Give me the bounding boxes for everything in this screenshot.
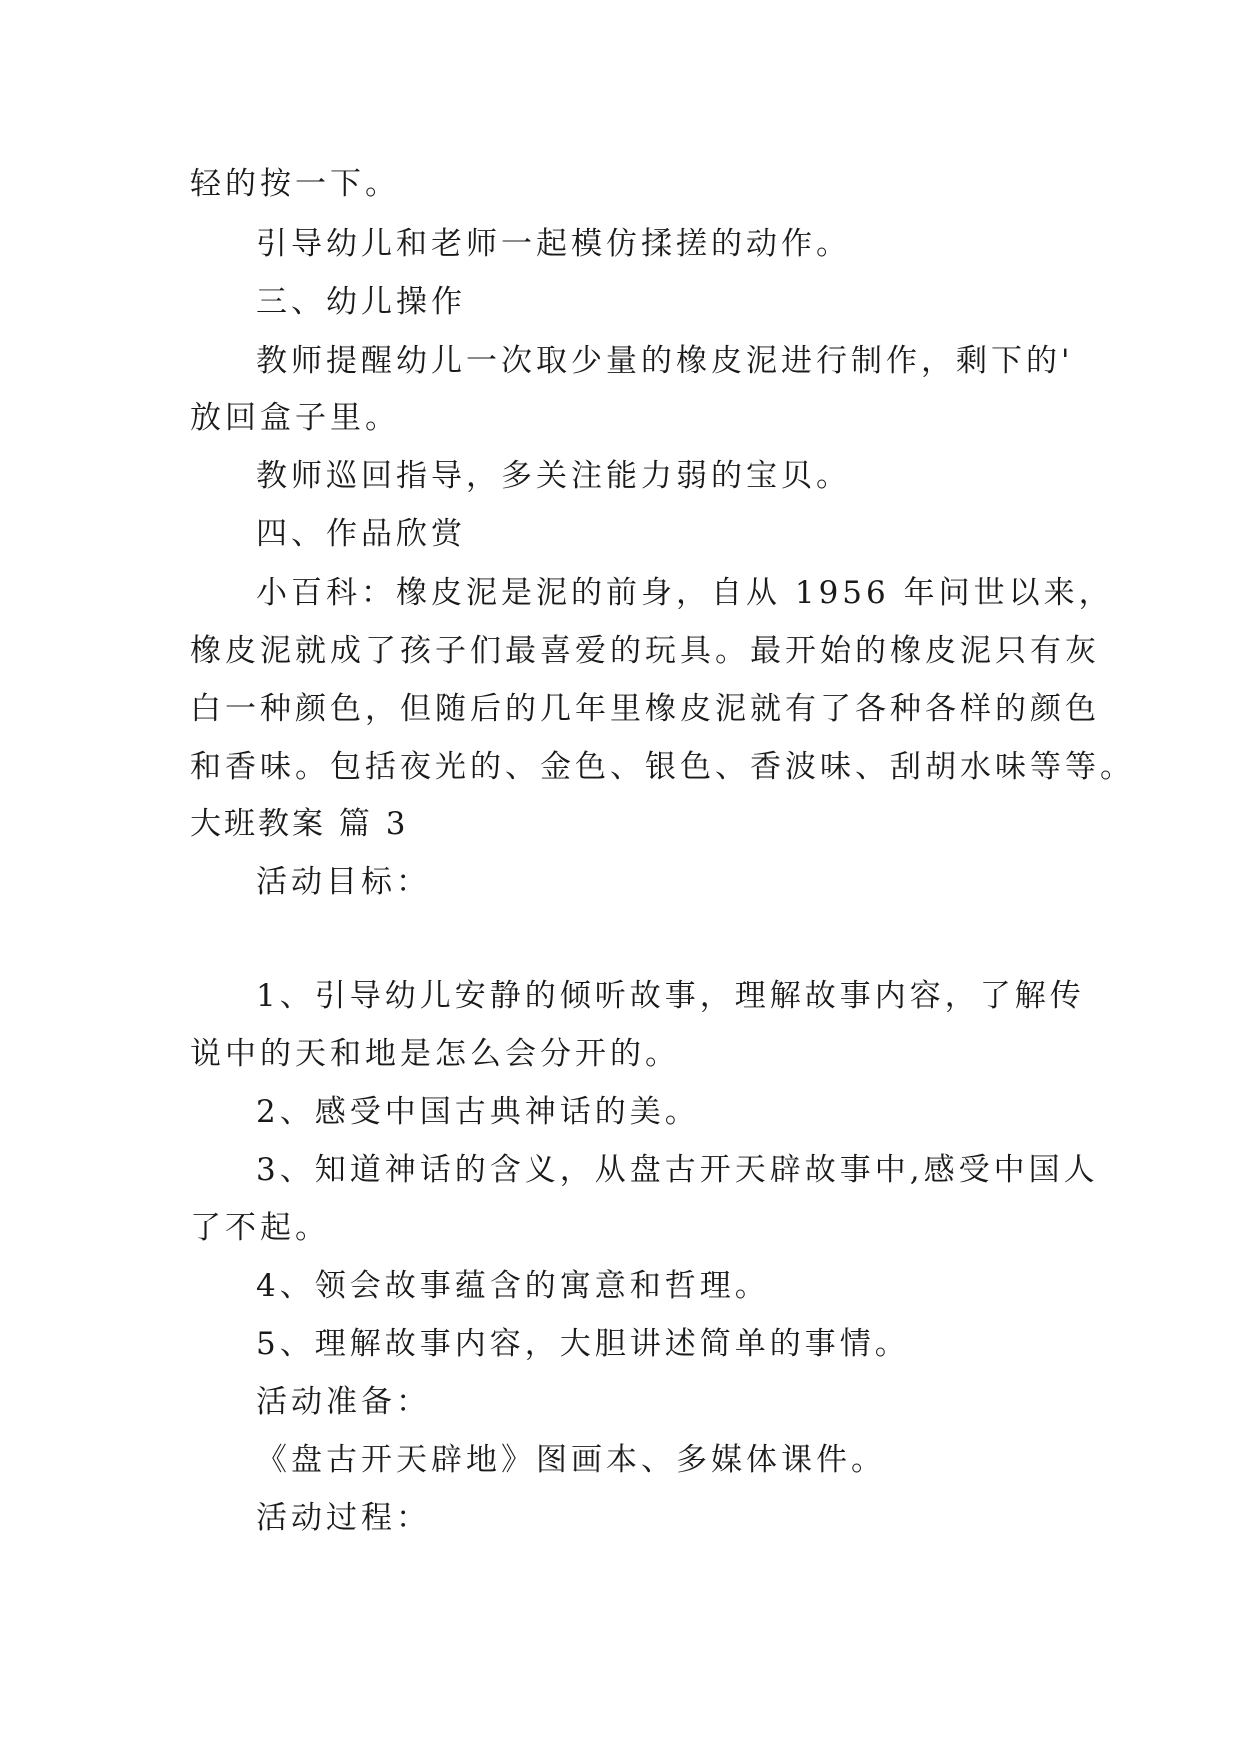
text-line: 了不起。 <box>190 1210 330 1246</box>
list-item: 1、引导幼儿安静的倾听故事，理解故事内容，了解传 <box>256 978 1085 1014</box>
text-line: 《盘古开天辟地》图画本、多媒体课件。 <box>256 1442 886 1478</box>
text-line: 说中的天和地是怎么会分开的。 <box>190 1036 680 1072</box>
section-heading: 四、作品欣赏 <box>256 516 466 552</box>
list-item: 5、理解故事内容，大胆讲述简单的事情。 <box>256 1326 910 1362</box>
list-item: 4、领会故事蕴含的寓意和哲理。 <box>256 1268 770 1304</box>
list-item: 3、知道神话的含义，从盘古开天辟故事中,感受中国人 <box>256 1152 1099 1188</box>
text-line: 白一种颜色，但随后的几年里橡皮泥就有了各种各样的颜色 <box>190 691 1100 727</box>
text-line: 引导幼儿和老师一起模仿揉搓的动作。 <box>256 226 851 262</box>
document-title: 大班教案 篇 3 <box>190 806 409 842</box>
list-item: 2、感受中国古典神话的美。 <box>256 1094 700 1130</box>
section-heading: 活动过程： <box>256 1500 431 1536</box>
text-line: 教师巡回指导，多关注能力弱的宝贝。 <box>256 458 851 494</box>
section-heading: 活动准备： <box>256 1384 431 1420</box>
text-line: 和香味。包括夜光的、金色、银色、香波味、刮胡水味等等。 <box>190 749 1135 785</box>
text-line: 放回盒子里。 <box>190 400 400 436</box>
section-heading: 三、幼儿操作 <box>256 284 466 320</box>
section-heading: 活动目标： <box>256 864 431 900</box>
text-line: 橡皮泥就成了孩子们最喜爱的玩具。最开始的橡皮泥只有灰 <box>190 633 1100 669</box>
text-line: 小百科：橡皮泥是泥的前身，自从 1956 年问世以来， <box>256 575 1114 611</box>
text-line: 教师提醒幼儿一次取少量的橡皮泥进行制作，剩下的' <box>256 343 1074 379</box>
text-line: 轻的按一下。 <box>190 166 400 202</box>
